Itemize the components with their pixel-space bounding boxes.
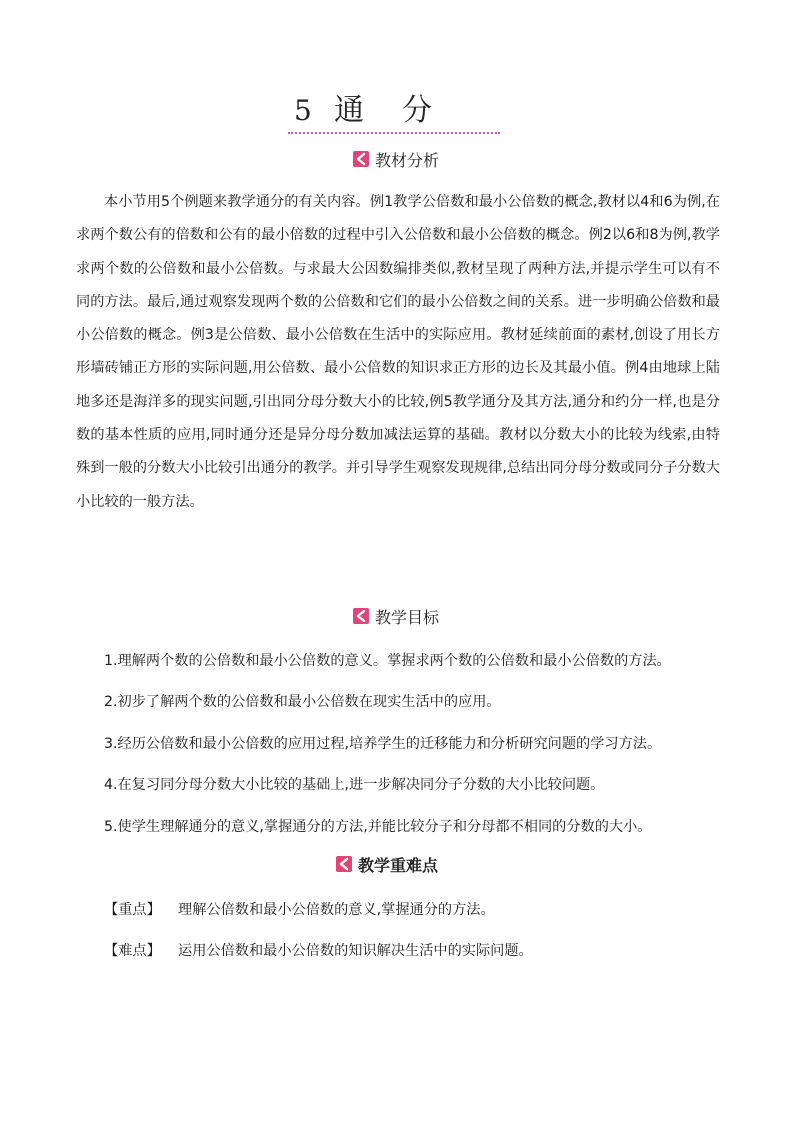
section-heading-text: 教学重难点 xyxy=(358,855,439,875)
section-heading-text: 教材分析 xyxy=(375,150,440,170)
section-heading-difficulties xyxy=(336,853,438,875)
section-heading-analysis xyxy=(353,148,439,170)
goal-item-5: 5.使学生理解通分的意义,掌握通分的方法,并能比较分子和分母都不相同的分数的大小。 xyxy=(104,819,652,835)
analysis-paragraph: 本小节用5个例题来教学通分的有关内容。例1教学公倍数和最小公倍数的概念,教材以4和6为例,在求两个数公有的倍数和公有的最小倍数的过程中引入公倍数和最小公倍数的概念。例2以6和8为例,教学求两个数的公倍数和最小公倍数。与求最大公因数编排类似,教材呈现了两种方法,并提示学生可以有不同的方法。最后,通过观察发现两个数的公倍数和它们的最小公倍数之间的关系。进一步明确公倍数和最小公倍数的概念。例3是公倍数、最小公倍数在生活中的实际应用。教材延续前面的素材,创设了用长方形墙砖铺正方形的实际问题,用公倍数、最小公倍数的知识求正方形的边长及其最小值。例4由地球上陆地多还是海洋多的现实问题,引出同分母分数大小的比较,例5教学通分及其方法,通分和约分一样,也是分数的基本性质的应用,同时通分还是异分母分数加减法运算的基础。教材以分数大小的比较为线索,由特殊到一般的分数大小比较引出通分的教学。并引导学生观察发现规律,总结出同分母分数或同分子分数大小比较的一般方法。 xyxy=(76,194,720,510)
difficult-point-tag: 【难点】 xyxy=(104,943,161,959)
title-char-1: 通 xyxy=(334,93,364,128)
section-marker-icon xyxy=(353,151,369,167)
title-char-2: 分 xyxy=(402,93,432,128)
key-point-row xyxy=(104,900,724,920)
key-point-text: 理解公倍数和最小公倍数的意义,掌握通分的方法。 xyxy=(178,902,495,918)
chapter-number: 5 xyxy=(294,94,312,127)
section-heading-goals xyxy=(353,605,439,627)
chapter-title xyxy=(288,92,500,134)
section-marker-icon xyxy=(336,856,352,872)
goal-item-4: 4.在复习同分母分数大小比较的基础上,进一步解决同分子分数的大小比较问题。 xyxy=(104,777,605,793)
section-heading-text: 教学目标 xyxy=(375,607,440,627)
goal-item-2: 2.初步了解两个数的公倍数和最小公倍数在现实生活中的应用。 xyxy=(104,694,501,710)
difficult-point-text: 运用公倍数和最小公倍数的知识解决生活中的实际问题。 xyxy=(178,943,533,959)
goal-item-3: 3.经历公倍数和最小公倍数的应用过程,培养学生的迁移能力和分析研究问题的学习方法。 xyxy=(104,736,662,752)
key-point-tag: 【重点】 xyxy=(104,902,161,918)
difficult-point-row xyxy=(104,941,724,961)
goal-item-1: 1.理解两个数的公倍数和最小公倍数的意义。掌握求两个数的公倍数和最小公倍数的方法。 xyxy=(104,653,671,669)
section-marker-icon xyxy=(353,608,369,624)
